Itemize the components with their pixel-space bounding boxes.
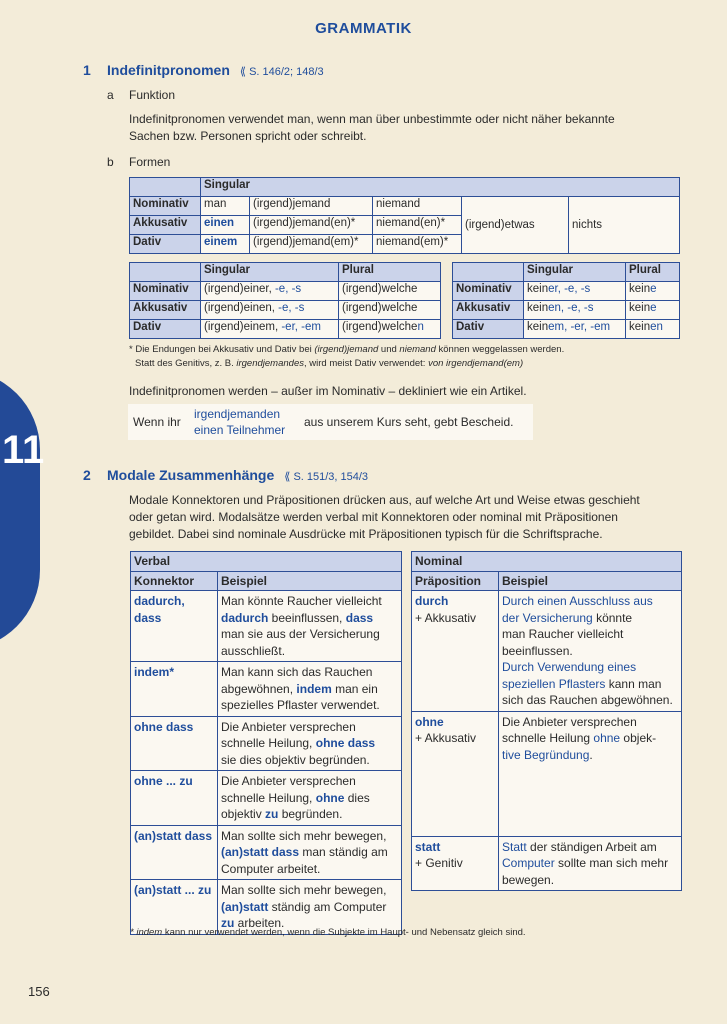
example-cell — [499, 836, 682, 891]
example-text: Die Anbieter versprechen — [221, 719, 356, 734]
example-text: man ein — [331, 681, 378, 696]
example-line — [502, 692, 678, 709]
example-text: arbeiten. — [234, 916, 285, 930]
cell-text: (irgend)welche — [342, 283, 418, 295]
example-text: beeinflussen. — [502, 643, 573, 658]
case-label: Akkusativ — [453, 301, 524, 320]
example-text: schnelle Heilung, — [221, 790, 316, 805]
table-cell: man — [201, 197, 250, 216]
example-line — [221, 626, 398, 643]
cell-text: (irgend)einem, — [204, 321, 282, 333]
highlighted-text: Durch Verwendung eines — [502, 660, 637, 674]
example-line — [221, 643, 398, 660]
section-2-number: 2 — [83, 467, 91, 483]
example-line — [502, 872, 678, 889]
example-text: man Raucher vielleicht — [502, 627, 624, 641]
table-header-plural: Plural — [339, 263, 441, 282]
case-requirement: + Akkusativ — [415, 610, 477, 625]
table-row — [412, 591, 682, 712]
table-cell: niemand — [373, 197, 462, 216]
table-cell — [626, 282, 680, 301]
example-line — [502, 714, 678, 731]
example-text: dies — [344, 790, 370, 805]
indefinite-pronoun-table-1 — [129, 177, 680, 254]
example-text: kann man — [605, 676, 662, 691]
ending-text: e — [650, 302, 657, 314]
highlighted-text: der Versicherung — [502, 610, 593, 625]
cell-text: kein — [629, 321, 651, 333]
table-cell — [626, 301, 680, 320]
connector-cell: (an)statt ... zu — [131, 880, 218, 935]
example-cell — [218, 825, 402, 880]
table-row — [131, 716, 402, 771]
example-text: sie dies objektiv begründen. — [221, 752, 370, 767]
table-header-singular: Singular — [201, 178, 680, 197]
case-label: Akkusativ — [130, 216, 201, 235]
example-line — [221, 844, 398, 861]
example-text: Man kann sich das Rauchen — [221, 665, 373, 679]
example-text: abgewöhnen, — [221, 681, 297, 696]
highlighted-text: (an)statt dass — [221, 845, 300, 859]
table-cell: (irgend)etwas — [462, 197, 569, 254]
indefinite-pronoun-table-3 — [452, 262, 680, 339]
example-text: schnelle Heilung, — [221, 736, 316, 750]
nominal-header-example: Beispiel — [499, 571, 682, 591]
verbal-header-connector: Konnektor — [131, 571, 218, 591]
cell-text: kein — [629, 283, 651, 295]
footnote-italic: * indem — [130, 927, 163, 938]
example-line — [221, 899, 398, 916]
declension-text: Indefinitpronomen werden – außer im Nominativ – dekliniert wie ein Artikel. — [129, 384, 527, 398]
example-cell — [218, 716, 402, 771]
function-text — [129, 111, 615, 145]
highlighted-text: ohne — [315, 790, 345, 805]
table-cell: niemand(en)* — [373, 216, 462, 235]
example-text: Man sollte sich mehr bewegen, — [221, 883, 387, 897]
indefinite-pronoun-table-2 — [129, 262, 441, 339]
highlighted-text: ohne — [593, 731, 621, 745]
example-text: Computer arbeitet. — [221, 861, 321, 876]
example-line — [502, 676, 678, 693]
example-text: ausschließt. — [221, 643, 286, 658]
footnote-text: können weggelassen werden. — [435, 344, 565, 355]
preposition: ohne — [415, 714, 444, 729]
example-text: Die Anbieter versprechen — [502, 714, 637, 729]
example-text: objektiv — [221, 807, 266, 821]
example-text: bewegen. — [502, 872, 555, 887]
table-cell — [201, 301, 339, 320]
example-line — [221, 773, 398, 790]
connector-cell: (an)statt dass — [131, 825, 218, 880]
example-text: könnte — [592, 610, 633, 625]
example-line — [221, 806, 398, 823]
function-text-line: Indefinitpronomen verwendet man, wenn man über unbestimmte oder nicht näher bekannte — [129, 112, 615, 126]
table-row — [131, 771, 402, 826]
footnote-text: und — [378, 344, 400, 355]
example-box — [128, 404, 533, 440]
footnote-text: * Die Endungen bei Akkusativ und Dativ bei — [129, 344, 315, 355]
example-cell — [499, 711, 682, 836]
table-header-empty — [453, 263, 524, 282]
example-line — [502, 593, 678, 610]
section-1-reference[interactable]: ⟪ S. 146/2; 148/3 — [239, 66, 324, 78]
example-text: objek- — [620, 731, 657, 745]
table-cell: (irgend)jemand(en)* — [250, 216, 373, 235]
footnote-italic: (irgend)jemand — [314, 344, 379, 355]
table-cell — [339, 282, 441, 301]
preposition: durch — [415, 594, 449, 608]
subsection-b-letter: b — [107, 155, 114, 169]
example-text: spezielles Pflaster verwendet. — [221, 698, 380, 712]
preposition-cell — [412, 711, 499, 836]
subsection-a-letter: a — [107, 88, 114, 102]
chapter-number: 11 — [2, 428, 45, 472]
connector-cell: dadurch, dass — [131, 591, 218, 662]
example-line — [221, 681, 398, 698]
highlighted-text: zu — [265, 807, 279, 821]
example-text: begründen. — [278, 807, 343, 821]
table-header-plural: Plural — [626, 263, 680, 282]
section-2-reference[interactable]: ⟪ S. 151/3, 154/3 — [284, 471, 369, 483]
case-label: Dativ — [130, 320, 201, 339]
example-cell — [218, 662, 402, 717]
cell-text: (irgend)welche — [342, 302, 418, 314]
example-line — [502, 747, 678, 764]
example-cell — [499, 591, 682, 712]
table-cell: einen — [201, 216, 250, 235]
example-line — [221, 664, 398, 681]
example-text: . — [589, 747, 593, 762]
connector-cell: ohne dass — [131, 716, 218, 771]
table-cell: nichts — [569, 197, 680, 254]
footnote-indem — [130, 926, 526, 940]
example-line — [502, 610, 678, 627]
ending-text: -e, -s — [278, 302, 305, 314]
example-line — [221, 735, 398, 752]
example-cell — [218, 591, 402, 662]
section-1-number: 1 — [83, 62, 91, 78]
connector-cell: ohne ... zu — [131, 771, 218, 826]
footnote-text: Statt des Genitivs, z. B. — [135, 358, 237, 369]
example-text: schnelle Heilung — [502, 731, 594, 745]
table-cell — [524, 301, 626, 320]
ending-text: -e, -s — [274, 283, 302, 295]
ending-text: e — [650, 283, 657, 295]
highlighted-text: Statt — [502, 839, 527, 854]
function-text-line: Sachen bzw. Personen spricht oder schreibt. — [129, 129, 367, 143]
example-line — [221, 752, 398, 769]
highlighted-text: indem — [296, 681, 332, 696]
example-line — [221, 593, 398, 610]
example-line — [221, 719, 398, 736]
example-line — [221, 790, 398, 807]
footnote-endings — [129, 343, 689, 371]
highlighted-text: Durch einen Ausschluss aus — [502, 594, 653, 608]
page-number: 156 — [28, 984, 50, 999]
table-header-singular: Singular — [524, 263, 626, 282]
footnote-line — [129, 357, 689, 371]
table-row — [131, 591, 402, 662]
highlighted-text: speziellen Pflasters — [502, 676, 606, 691]
table-cell — [201, 320, 339, 339]
subsection-b-label: Formen — [129, 155, 171, 169]
footnote-italic: niemand — [399, 344, 436, 355]
example-line — [502, 643, 678, 660]
table-cell: niemand(em)* — [373, 235, 462, 254]
example-post: aus unserem Kurs seht, gebt Bescheid. — [304, 415, 514, 429]
ending-text: en, -e, -s — [548, 302, 594, 314]
case-label: Nominativ — [130, 282, 201, 301]
modal-intro-line: oder getan wird. Modalsätze werden verbal mit Konnektoren oder nominal mit Präpositionen — [129, 510, 618, 524]
table-cell — [201, 282, 339, 301]
footnote-text: kann nur verwendet werden, wenn die Subjekte im Haupt- und Nebensatz gleich sind. — [162, 927, 526, 938]
case-label: Akkusativ — [130, 301, 201, 320]
example-text: Die Anbieter versprechen — [221, 774, 356, 788]
example-text: ständig am Computer — [268, 899, 387, 914]
example-cell — [218, 771, 402, 826]
section-1-title-text: Indefinitpronomen — [107, 62, 230, 78]
footnote-italic: irgendjemandes — [236, 358, 304, 369]
footnote-italic: von irgendjemand(em) — [428, 358, 524, 369]
highlighted-text: dadurch — [221, 610, 269, 625]
case-label: Dativ — [130, 235, 201, 254]
cell-text: (irgend)einen, — [204, 302, 279, 314]
cell-text: kein — [527, 283, 549, 295]
nominal-header-preposition: Präposition — [412, 571, 499, 591]
modal-intro-line: gebildet. Dabei sind nominale Ausdrücke mit Präpositionen typisch für die Schriftsprache. — [129, 527, 603, 541]
example-line — [221, 861, 398, 878]
example-text: Man könnte Raucher vielleicht — [221, 594, 382, 608]
preposition: statt — [415, 839, 441, 854]
case-requirement: + Akkusativ — [415, 731, 477, 745]
example-option-2: einen Teilnehmer — [194, 423, 286, 437]
nominal-preposition-table — [411, 551, 682, 891]
highlighted-text: Computer — [502, 856, 555, 870]
highlighted-text: ohne dass — [315, 736, 376, 750]
case-label: Nominativ — [130, 197, 201, 216]
highlighted-text: zu — [221, 916, 235, 930]
example-text: sollte man sich mehr — [554, 856, 669, 870]
example-line — [221, 882, 398, 899]
highlighted-text: tive Begründung — [502, 747, 590, 762]
example-line — [221, 610, 398, 627]
table-header-empty — [130, 263, 201, 282]
table-cell: einem — [201, 235, 250, 254]
table-row — [412, 836, 682, 891]
example-line — [502, 626, 678, 643]
example-line — [221, 828, 398, 845]
verbal-title: Verbal — [131, 552, 402, 572]
example-text: der ständigen Arbeit am — [526, 839, 657, 854]
chapter-tab — [0, 370, 40, 650]
example-line — [502, 730, 678, 747]
subsection-a-label: Funktion — [129, 88, 176, 102]
table-row — [412, 711, 682, 836]
cell-text: kein — [527, 302, 549, 314]
ending-text: n — [417, 321, 424, 333]
cell-text: kein — [527, 321, 549, 333]
table-row — [131, 825, 402, 880]
table-header-empty — [130, 178, 201, 197]
example-text: beeinflussen, — [268, 610, 346, 625]
preposition-cell — [412, 836, 499, 891]
table-cell — [524, 282, 626, 301]
nominal-title: Nominal — [412, 552, 682, 572]
ending-text: er, -e, -s — [548, 283, 591, 295]
connector-cell: indem* — [131, 662, 218, 717]
verbal-connector-table — [130, 551, 402, 935]
ending-text: en — [650, 321, 663, 333]
example-line — [502, 855, 678, 872]
case-label: Dativ — [453, 320, 524, 339]
page-header: GRAMMATIK — [315, 20, 412, 37]
cell-text: (irgend)einer, — [204, 283, 275, 295]
case-label: Nominativ — [453, 282, 524, 301]
table-cell — [339, 301, 441, 320]
example-line — [502, 659, 678, 676]
ending-text: -er, -em — [281, 321, 321, 333]
table-cell: (irgend)jemand(em)* — [250, 235, 373, 254]
verbal-header-example: Beispiel — [218, 571, 402, 591]
cell-text: (irgend)welche — [342, 321, 418, 333]
section-2-title — [107, 467, 368, 483]
example-text: Man sollte sich mehr bewegen, — [221, 828, 387, 843]
example-text: sich das Rauchen abgewöhnen. — [502, 693, 673, 707]
case-requirement: + Genitiv — [415, 856, 463, 870]
modal-intro-line: Modale Konnektoren und Präpositionen drücken aus, auf welche Art und Weise etwas geschieht — [129, 493, 640, 507]
example-pre: Wenn ihr — [133, 415, 181, 429]
table-header-singular: Singular — [201, 263, 339, 282]
preposition-cell — [412, 591, 499, 712]
modal-intro-text — [129, 492, 640, 543]
section-2-title-text: Modale Zusammenhänge — [107, 467, 275, 483]
table-cell — [339, 320, 441, 339]
example-text: man ständig am — [299, 845, 388, 859]
example-text: man sie aus der Versicherung — [221, 627, 380, 641]
table-cell: (irgend)jemand — [250, 197, 373, 216]
ending-text: em, -er, -em — [548, 321, 611, 333]
example-line — [221, 697, 398, 714]
footnote-text: , wird meist Dativ verwendet: — [303, 358, 429, 369]
table-cell — [626, 320, 680, 339]
example-option-1: irgendjemanden — [194, 407, 281, 421]
highlighted-text: (an)statt — [221, 899, 269, 914]
cell-text: kein — [629, 302, 651, 314]
table-row — [131, 662, 402, 717]
footnote-line — [129, 343, 689, 357]
highlighted-text: dass — [345, 610, 374, 625]
section-1-title — [107, 62, 324, 78]
example-line — [502, 839, 678, 856]
table-cell — [524, 320, 626, 339]
